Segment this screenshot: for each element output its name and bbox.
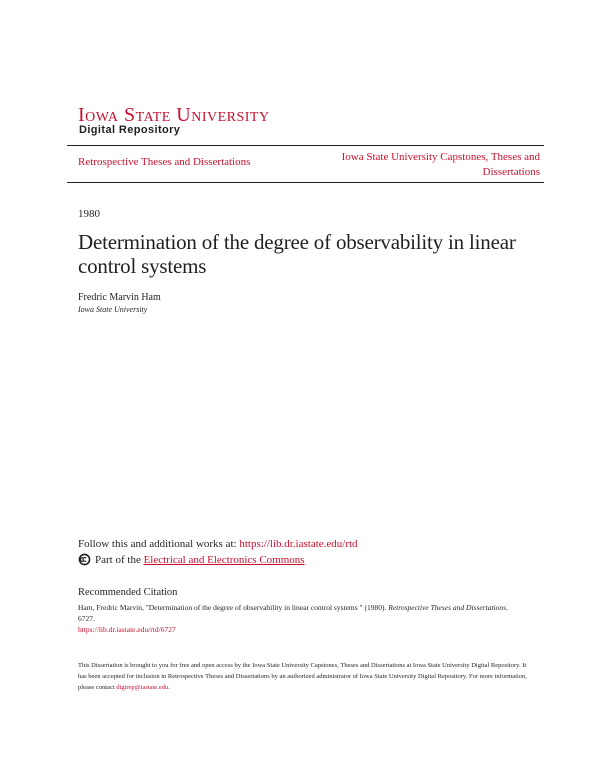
citation-tail: . 6727. bbox=[78, 603, 508, 623]
author-affiliation: Iowa State University bbox=[78, 305, 148, 314]
part-of-text: Part of the bbox=[95, 553, 141, 566]
creative-commons-icon bbox=[78, 553, 91, 566]
notice-end: . bbox=[168, 684, 170, 691]
recommended-citation-heading: Recommended Citation bbox=[78, 587, 178, 598]
contact-email-link[interactable]: digirep@iastate.edu bbox=[116, 684, 169, 691]
capstones-theses-link[interactable]: Iowa State University Capstones, Theses and Dissertations bbox=[341, 151, 540, 178]
retrospective-theses-link[interactable]: Retrospective Theses and Dissertations bbox=[78, 156, 251, 168]
rtd-url-link[interactable]: https://lib.dr.iastate.edu/rtd bbox=[239, 538, 358, 550]
citation-text bbox=[78, 602, 523, 635]
notice-text: This Dissertation is brought to you for free and open access by the Iowa State University Capstones, Theses and Dissertations at Iowa State University Digital Repository. It has been accepted for inclusion in Retrospective Theses and Dissertations by an authorized administrator of Iowa State University Digital Repository. For more information, please contact bbox=[78, 662, 527, 691]
page-title: Determination of the degree of observability in linear control systems bbox=[78, 230, 516, 278]
author-name: Fredric Marvin Ham bbox=[78, 292, 161, 303]
publication-year: 1980 bbox=[78, 208, 100, 220]
repository-logo-subtitle: Digital Repository bbox=[79, 124, 181, 136]
university-logo-name: Iowa State University bbox=[78, 104, 270, 126]
header-divider bbox=[67, 182, 544, 183]
top-divider bbox=[67, 145, 544, 146]
follow-line bbox=[78, 538, 358, 550]
citation-series: Retrospective Theses and Dissertations bbox=[388, 603, 507, 612]
citation-plain: Ham, Fredric Marvin, "Determination of the degree of observability in linear control systems " (1980). bbox=[78, 603, 389, 612]
part-of-line bbox=[78, 553, 305, 566]
follow-text: Follow this and additional works at: bbox=[78, 538, 240, 550]
electrical-commons-link[interactable]: Electrical and Electronics Commons bbox=[143, 553, 305, 566]
citation-url-link[interactable]: https://lib.dr.iastate.edu/rtd/6727 bbox=[78, 625, 176, 634]
access-notice bbox=[78, 660, 528, 693]
